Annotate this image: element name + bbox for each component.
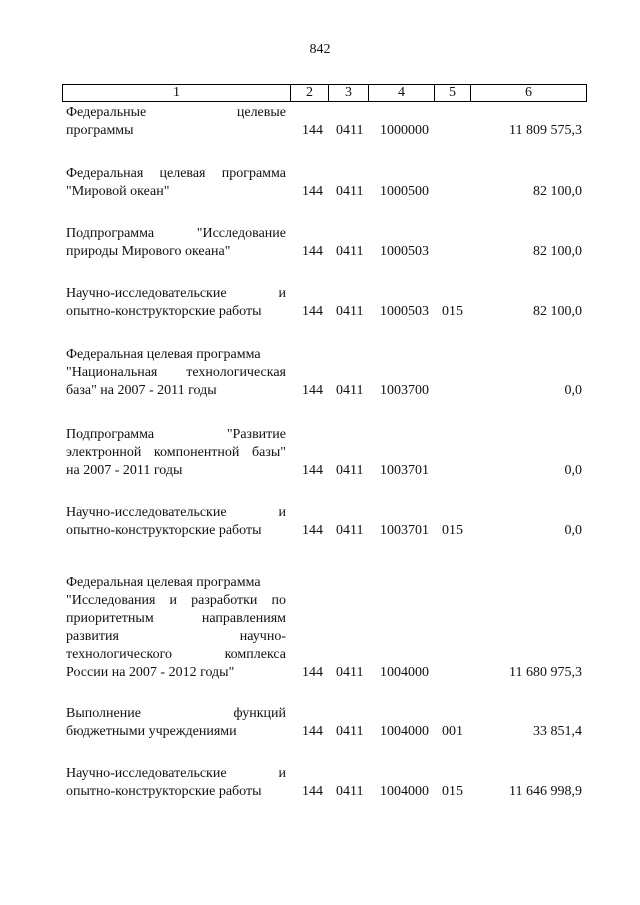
cell-amount: 82 100,0 <box>533 244 582 259</box>
column-header-5: 5 <box>435 85 471 102</box>
description-line: Федеральная целевая программа <box>66 166 286 181</box>
column-header-row <box>63 85 587 102</box>
cell-ministry-code: 144 <box>302 123 323 138</box>
description-line: Федеральная целевая программа <box>66 347 261 362</box>
description-line: "Исследования и разработки по <box>66 593 286 608</box>
cell-target-article: 1004000 <box>380 784 429 799</box>
description-line: Федеральная целевая программа <box>66 575 261 590</box>
cell-ministry-code: 144 <box>302 383 323 398</box>
cell-section-code: 0411 <box>336 244 364 259</box>
description-line: "Национальная технологическая <box>66 365 286 380</box>
cell-section-code: 0411 <box>336 463 364 478</box>
cell-expense-type: 015 <box>442 304 463 319</box>
cell-target-article: 1003701 <box>380 523 429 538</box>
row-description <box>66 504 286 540</box>
description-line: Выполнение функций <box>66 706 286 721</box>
cell-target-article: 1004000 <box>380 665 429 680</box>
cell-section-code: 0411 <box>336 383 364 398</box>
column-header-4: 4 <box>369 85 435 102</box>
column-header-6: 6 <box>471 85 587 102</box>
table-row <box>66 765 582 801</box>
cell-target-article: 1000000 <box>380 123 429 138</box>
row-description <box>66 765 286 801</box>
description-line: России на 2007 - 2012 годы" <box>66 665 235 680</box>
row-description <box>66 165 286 201</box>
cell-ministry-code: 144 <box>302 784 323 799</box>
cell-amount: 33 851,4 <box>533 724 582 739</box>
cell-ministry-code: 144 <box>302 463 323 478</box>
column-header-3: 3 <box>329 85 369 102</box>
cell-ministry-code: 144 <box>302 724 323 739</box>
description-line: технологического комплекса <box>66 647 286 662</box>
cell-expense-type: 015 <box>442 784 463 799</box>
cell-amount: 82 100,0 <box>533 304 582 319</box>
cell-target-article: 1000503 <box>380 244 429 259</box>
description-line: опытно-конструкторские работы <box>66 304 262 319</box>
cell-expense-type: 015 <box>442 523 463 538</box>
column-header-1: 1 <box>63 85 291 102</box>
cell-ministry-code: 144 <box>302 184 323 199</box>
row-description <box>66 285 286 321</box>
table-row <box>66 225 582 261</box>
row-description <box>66 225 286 261</box>
cell-amount: 11 809 575,3 <box>509 123 582 138</box>
cell-ministry-code: 144 <box>302 523 323 538</box>
description-line: Научно-исследовательские и <box>66 286 286 301</box>
cell-expense-type: 001 <box>442 724 463 739</box>
cell-amount: 82 100,0 <box>533 184 582 199</box>
table-row <box>66 285 582 321</box>
cell-amount: 0,0 <box>564 383 582 398</box>
description-line: Научно-исследовательские и <box>66 766 286 781</box>
description-line: природы Мирового океана" <box>66 244 231 259</box>
row-description <box>66 426 286 480</box>
description-line: опытно-конструкторские работы <box>66 523 262 538</box>
cell-ministry-code: 144 <box>302 244 323 259</box>
row-description <box>66 705 286 741</box>
description-line: Подпрограмма "Развитие <box>66 427 286 442</box>
table-row <box>66 346 582 400</box>
description-line: электронной компонентной базы" <box>66 445 286 460</box>
description-line: Федеральные целевые <box>66 105 286 120</box>
cell-ministry-code: 144 <box>302 304 323 319</box>
cell-target-article: 1003700 <box>380 383 429 398</box>
cell-amount: 0,0 <box>564 463 582 478</box>
page-number: 842 <box>309 42 331 57</box>
row-description <box>66 574 286 682</box>
cell-amount: 11 646 998,9 <box>509 784 582 799</box>
cell-section-code: 0411 <box>336 665 364 680</box>
cell-section-code: 0411 <box>336 123 364 138</box>
table-row <box>66 504 582 540</box>
row-description <box>66 104 286 140</box>
description-line: приоритетным направлениям <box>66 611 286 626</box>
cell-ministry-code: 144 <box>302 665 323 680</box>
description-line: развития научно- <box>66 629 286 644</box>
column-header-table <box>62 84 587 102</box>
description-line: Научно-исследовательские и <box>66 505 286 520</box>
description-line: "Мировой океан" <box>66 184 170 199</box>
table-row <box>66 574 582 682</box>
table-row <box>66 705 582 741</box>
row-description <box>66 346 286 400</box>
table-row <box>66 104 582 140</box>
description-line: бюджетными учреждениями <box>66 724 237 739</box>
cell-section-code: 0411 <box>336 523 364 538</box>
description-line: Подпрограмма "Исследование <box>66 226 286 241</box>
column-header-2: 2 <box>291 85 329 102</box>
description-line: опытно-конструкторские работы <box>66 784 262 799</box>
table-row <box>66 165 582 201</box>
cell-section-code: 0411 <box>336 184 364 199</box>
description-line: на 2007 - 2011 годы <box>66 463 183 478</box>
description-line: база" на 2007 - 2011 годы <box>66 383 217 398</box>
cell-amount: 0,0 <box>564 523 582 538</box>
description-line: программы <box>66 123 134 138</box>
cell-section-code: 0411 <box>336 784 364 799</box>
cell-amount: 11 680 975,3 <box>509 665 582 680</box>
cell-target-article: 1000500 <box>380 184 429 199</box>
cell-target-article: 1004000 <box>380 724 429 739</box>
cell-target-article: 1000503 <box>380 304 429 319</box>
cell-section-code: 0411 <box>336 724 364 739</box>
cell-target-article: 1003701 <box>380 463 429 478</box>
table-row <box>66 426 582 480</box>
cell-section-code: 0411 <box>336 304 364 319</box>
